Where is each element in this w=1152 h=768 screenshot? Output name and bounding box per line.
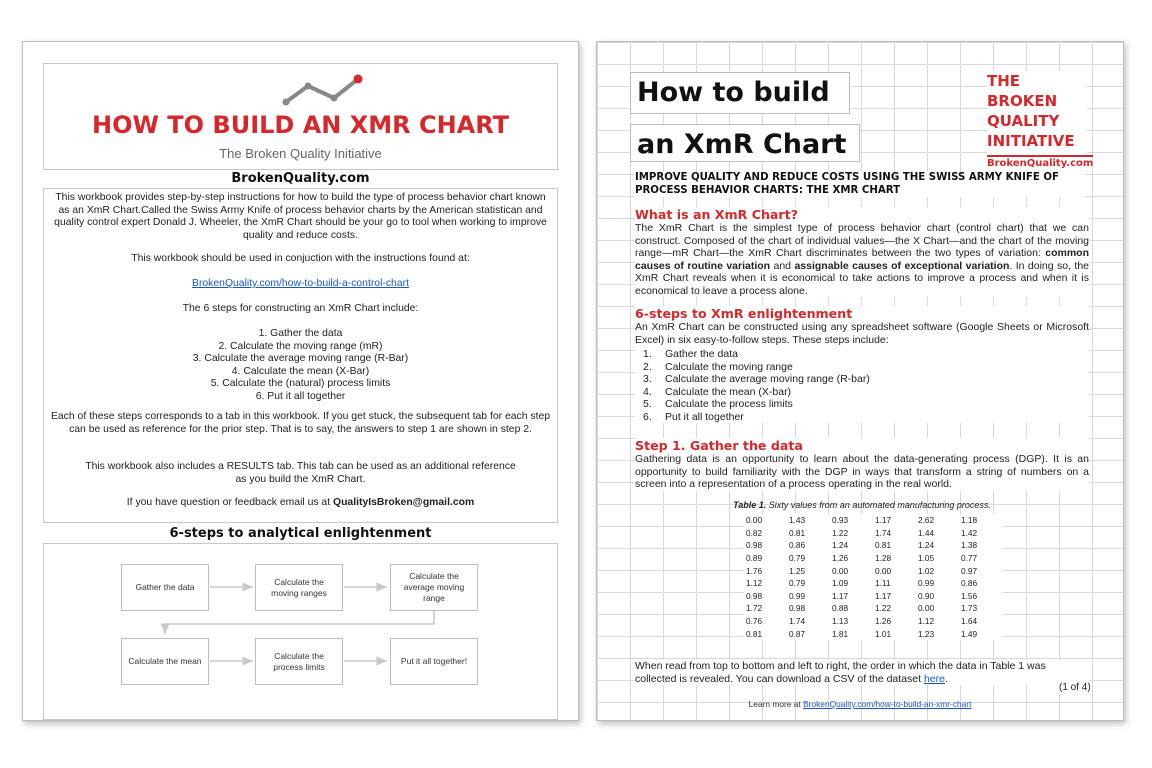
list-item [643, 361, 1089, 374]
brand-line: THE [987, 72, 1021, 90]
table-cell: 1.74 [789, 616, 806, 627]
table-cell: 1.73 [961, 603, 978, 614]
flow-node-put-together: Put it all together! [390, 638, 478, 685]
list-item [643, 348, 1089, 361]
table-row [744, 564, 1002, 577]
flow-node-average-moving-range: Calculate the average moving range [390, 564, 478, 611]
tagline: IMPROVE QUALITY AND REDUCE COSTS USING THE SWISS ARMY KNIFE OF PROCESS BEHAVIOR CHARTS: THE XMR CHART [635, 172, 1085, 197]
closing-paragraph [635, 660, 1089, 685]
table-cell: 0.97 [961, 565, 978, 576]
six-steps-paragraph: An XmR Chart can be constructed using any spreadsheet software (Google Sheets or Microsoft Excel) in six easy-to-follow steps. These steps include: [635, 321, 1089, 346]
list-label: Calculate the mean (X-bar) [665, 385, 792, 398]
table-cell: 1.76 [746, 565, 763, 576]
flow-node-moving-ranges: Calculate the moving ranges [255, 564, 343, 611]
instructions-link-wrap [44, 278, 557, 291]
table-cell: 1.12 [918, 616, 935, 627]
table-cell: 1.23 [918, 628, 935, 639]
page-title-line-2: an XmR Chart [630, 124, 860, 162]
footer-link[interactable]: BrokenQuality.com/how-to-build-an-xmr-chart [803, 699, 972, 709]
table-cell: 0.81 [875, 540, 892, 551]
table-cell: 0.81 [746, 628, 763, 639]
step-item: 3. Calculate the average moving range (R-Bar) [192, 353, 409, 365]
table-cell: 1.17 [832, 590, 849, 601]
step-1-section [635, 438, 1089, 491]
table-cell: 0.90 [918, 590, 935, 601]
list-item [643, 386, 1089, 399]
page-title-line-1: How to build [630, 72, 850, 114]
list-number: 1. [643, 348, 652, 360]
brand-line: BROKEN [987, 92, 1058, 110]
six-steps-section [635, 306, 1089, 423]
bold-span: assignable causes of exceptional variation [794, 259, 1010, 272]
table-cell: 0.98 [789, 603, 806, 614]
table-cell: 0.00 [832, 565, 849, 576]
table-cell: 1.44 [918, 527, 935, 538]
text-span: and [770, 259, 795, 272]
table-cell: 1.43 [789, 515, 806, 526]
step-item: 5. Calculate the (natural) process limits [210, 378, 391, 390]
brand-logo [987, 71, 1094, 171]
list-number: 4. [643, 385, 652, 398]
section-heading: 6-steps to XmR enlightenment [635, 306, 853, 321]
flow-node-mean: Calculate the mean [121, 638, 209, 685]
flow-node-gather: Gather the data [121, 564, 209, 611]
list-number: 2. [643, 360, 652, 373]
page-subtitle: The Broken Quality Initiative [219, 146, 382, 161]
list-label: Calculate the average moving range (R-bar) [665, 373, 870, 385]
list-number: 3. [643, 373, 652, 385]
list-label: Gather the data [665, 348, 738, 360]
closing-text-wrap [635, 660, 1089, 685]
site-heading: BrokenQuality.com [231, 171, 370, 186]
caption-label: Table 1. [733, 500, 767, 510]
step-item: 1. Gather the data [258, 328, 343, 339]
table-cell: 1.02 [918, 565, 935, 576]
table-cell: 0.00 [746, 515, 763, 526]
table-row [744, 590, 1002, 603]
table-cell: 1.05 [918, 553, 935, 564]
table-cell: 1.24 [918, 540, 935, 551]
table-cell: 0.82 [746, 527, 763, 538]
table-cell: 1.64 [961, 616, 978, 627]
caption-text: Sixty values from an automated manufacturing process. [766, 500, 991, 510]
footer [597, 699, 1123, 709]
step-1-paragraph: Gathering data is an opportunity to learn about the data-generating process (DGP). It is an opportunity to build familiarity with the DGP in ways that transform a string of numbers on a screen into a representation of a process operating in the real world. [635, 453, 1089, 490]
table-cell: 1.17 [875, 515, 892, 526]
results-paragraph: This workbook also includes a RESULTS tab. This tab can be used as an additional reference as you build the XmR Chart. [85, 461, 516, 485]
table-cell: 1.72 [746, 603, 763, 614]
table-row [744, 577, 1002, 590]
table-cell: 1.22 [875, 603, 892, 614]
feedback-line [44, 497, 557, 510]
table-caption [635, 500, 1089, 510]
chart-logo-icon [280, 72, 366, 106]
step-item: 4. Calculate the mean (X-Bar) [231, 365, 370, 377]
flow-diagram [43, 543, 558, 720]
workbook-cover-page [22, 41, 579, 721]
table-cell: 0.93 [832, 515, 849, 526]
step-item: 6. Put it all together [255, 390, 346, 402]
table-cell: 0.86 [789, 540, 806, 551]
title-box [43, 63, 558, 170]
tabs-paragraph: Each of these steps corresponds to a tab in this workbook. If you get stuck, the subsequent tab for each step can be used as reference for the prior step. That is to say, the answers to step 1 are shown in step 2. [50, 411, 551, 435]
table-cell: 0.86 [961, 578, 978, 589]
table-cell: 0.81 [789, 527, 806, 538]
flow-node-process-limits: Calculate the process limits [255, 638, 343, 685]
table-row [744, 602, 1002, 615]
what-is-paragraph [635, 222, 1089, 297]
intro-paragraph: This workbook provides step-by-step instructions for how to build the type of process behavior chart known as an XmR Chart.Called the Swiss Army Knife of process behavior charts by the American statistican and quality control expert Donald J. Wheeler, the XmR Chart should be your go to tool when working to improve quality and reduce costs. [54, 192, 547, 241]
list-number: 5. [643, 398, 652, 410]
flow-heading: 6-steps to analytical enlightenment [169, 526, 432, 541]
table-row [744, 539, 1002, 552]
table-cell: 0.87 [789, 628, 806, 639]
table-cell: 0.77 [961, 553, 978, 564]
table-cell: 1.09 [832, 578, 849, 589]
instructions-link[interactable]: BrokenQuality.com/how-to-build-a-control-chart [192, 278, 409, 289]
table-cell: 1.42 [961, 527, 978, 538]
table-cell: 0.88 [832, 603, 849, 614]
table-cell: 1.25 [789, 565, 806, 576]
flow-arrow [165, 611, 434, 634]
feedback-text: If you have question or feedback email us at [126, 497, 333, 508]
csv-download-link[interactable]: here [923, 672, 945, 685]
list-label: Calculate the process limits [665, 398, 793, 410]
section-heading: Step 1. Gather the data [635, 438, 803, 453]
closing-text: When read from top to bottom and left to right, the order in which the data in Table 1 was collected is revealed. You can download a CSV of the dataset [635, 660, 1046, 685]
list-item [643, 411, 1089, 424]
list-label: Put it all together [665, 410, 744, 423]
bold-span: common causes of routine variation [635, 247, 1089, 272]
table-cell: 1.74 [875, 527, 892, 538]
table-cell: 0.79 [789, 578, 806, 589]
table-cell: 1.24 [832, 540, 849, 551]
table-cell: 1.28 [875, 553, 892, 564]
feedback-email[interactable]: QualityIsBroken@gmail.com [333, 497, 475, 508]
table-row [744, 627, 1002, 640]
table-row [744, 514, 1002, 527]
table-row [744, 527, 1002, 540]
brand-url[interactable]: BrokenQuality.com [987, 155, 1093, 170]
table-cell: 1.49 [961, 628, 978, 639]
data-table [744, 514, 1002, 640]
table-cell: 1.38 [961, 540, 978, 551]
table-row [744, 552, 1002, 565]
table-cell: 0.99 [789, 590, 806, 601]
step-item: 2. Calculate the moving range (mR) [218, 340, 383, 352]
table-cell: 1.26 [875, 616, 892, 627]
table-cell: 0.89 [746, 553, 763, 564]
what-is-section [635, 207, 1089, 297]
brand-line: QUALITY [987, 112, 1060, 130]
list-label: Calculate the moving range [665, 360, 793, 373]
table-row [744, 615, 1002, 628]
table-cell: 1.11 [875, 578, 891, 589]
closing-end: . [944, 672, 948, 685]
text-span: . In doing so, the XmR Chart reveals when it is economical to take actions to improve a process and when it is economical to leave a process alone. [635, 259, 1090, 297]
table-cell: 0.00 [918, 603, 935, 614]
table-cell: 1.18 [961, 515, 978, 526]
table-cell: 1.01 [875, 628, 892, 639]
table-cell: 1.81 [832, 628, 849, 639]
six-steps-list [635, 348, 1089, 423]
table-cell: 1.26 [832, 553, 849, 564]
steps-intro: The 6 steps for constructing an XmR Chart include: [182, 303, 419, 314]
table-cell: 1.12 [746, 578, 763, 589]
intro-box [43, 188, 558, 523]
table-cell: 2.62 [918, 515, 935, 526]
use-with-text: This workbook should be used in conjuction with the instructions found at: [131, 253, 470, 264]
xmr-guide-page [596, 41, 1124, 721]
brand-line: INITIATIVE [987, 132, 1075, 150]
table-cell: 1.17 [875, 590, 892, 601]
table-cell: 1.22 [832, 527, 849, 538]
list-item [643, 373, 1089, 386]
list-item [643, 398, 1089, 411]
table-cell: 1.56 [961, 590, 978, 601]
table-cell: 0.98 [746, 590, 763, 601]
table-cell: 0.98 [746, 540, 763, 551]
table-cell: 0.79 [789, 553, 806, 564]
text-span: The XmR Chart is the simplest type of process behavior chart (control chart) that we can construct. Composed of the chart of individual values—the X Chart—and the chart of the moving range—mR Chart—the XmR Chart discriminates between the two types of variation: [635, 222, 1089, 259]
section-heading: What is an XmR Chart? [635, 207, 798, 222]
steps-list [44, 328, 557, 404]
table-cell: 0.99 [918, 578, 935, 589]
page-number: (1 of 4) [1059, 682, 1091, 693]
list-number: 6. [643, 410, 652, 423]
table-cell: 1.13 [832, 616, 849, 627]
table-cell: 0.76 [746, 616, 763, 627]
table-cell: 0.00 [875, 565, 892, 576]
page-title: HOW TO BUILD AN XMR CHART [91, 111, 509, 139]
footer-text: Learn more at [748, 699, 804, 709]
